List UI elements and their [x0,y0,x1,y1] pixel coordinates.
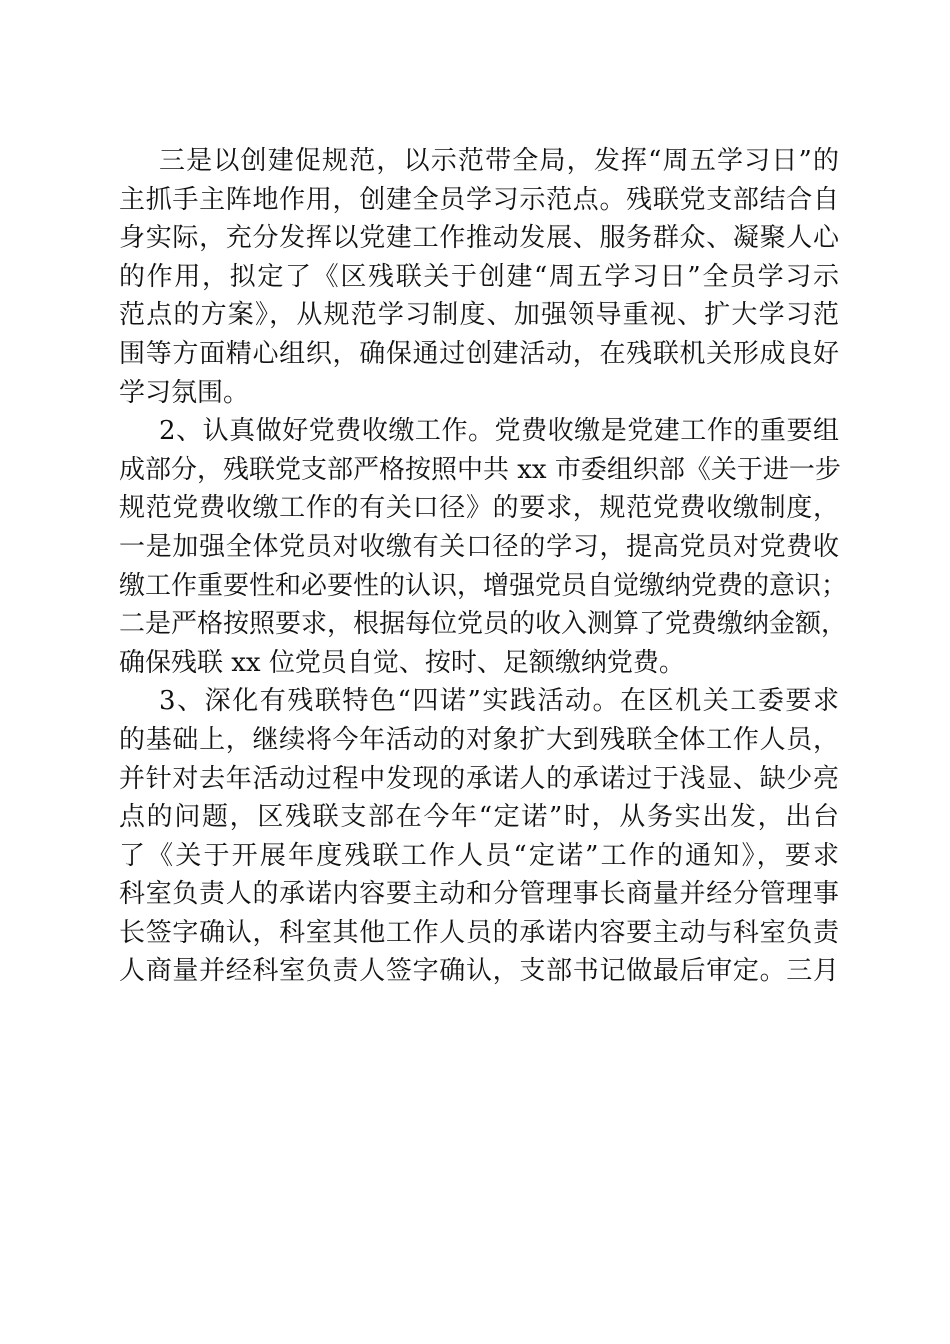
text-line: 一是加强全体党员对收缴有关口径的学习，提高党员对党费收 [119,531,839,562]
text-line: 主抓手主阵地作用，创建全员学习示范点。残联党支部结合自 [119,184,839,215]
paragraph-1 [119,142,839,412]
body-text [119,142,848,991]
text-line: 学习氛围。 [119,377,250,408]
text-line: 并针对去年活动过程中发现的承诺人的承诺过于浅显、缺少亮 [119,763,839,794]
text-line: 了《关于开展年度残联工作人员“定诺”工作的通知》，要求 [119,840,839,871]
text-line: 身实际，充分发挥以党建工作推动发展、服务群众、凝聚人心 [119,223,839,254]
text-line: 的基础上，继续将今年活动的对象扩大到残联全体工作人员， [119,724,839,755]
text-line: 人商量并经科室负责人签字确认，支部书记做最后审定。三月 [119,956,839,987]
text-line: 三是以创建促规范，以示范带全局，发挥“周五学习日”的 [159,146,839,176]
text-line: 规范党费收缴工作的有关口径》的要求，规范党费收缴制度， [119,493,839,524]
text-line: 二是严格按照要求，根据每位党员的收入测算了党费缴纳金额， [119,609,848,640]
text-line: 点的问题，区残联支部在今年“定诺”时，从务实出发，出台 [119,802,839,833]
text-line: 成部分，残联党支部严格按照中共 xx 市委组织部《关于进一步 [119,454,841,485]
text-line: 围等方面精心组织，确保通过创建活动，在残联机关形成良好 [119,338,839,369]
text-line: 范点的方案》，从规范学习制度、加强领导重视、扩大学习范 [119,300,839,331]
text-line: 长签字确认，科室其他工作人员的承诺内容要主动与科室负责 [119,917,839,948]
paragraph-3 [119,682,839,991]
paragraph-2 [119,412,848,682]
text-line: 的作用，拟定了《区残联关于创建“周五学习日”全员学习示 [119,261,839,292]
text-line: 2、认真做好党费收缴工作。党费收缴是党建工作的重要组 [159,416,839,447]
text-line: 科室负责人的承诺内容要主动和分管理事长商量并经分管理事 [119,879,839,910]
text-line: 缴工作重要性和必要性的认识，增强党员自觉缴纳党费的意识； [119,570,848,601]
text-line: 确保残联 xx 位党员自觉、按时、足额缴纳党费。 [119,647,685,678]
text-line: 3、深化有残联特色“四诺”实践活动。在区机关工委要求 [159,686,839,717]
